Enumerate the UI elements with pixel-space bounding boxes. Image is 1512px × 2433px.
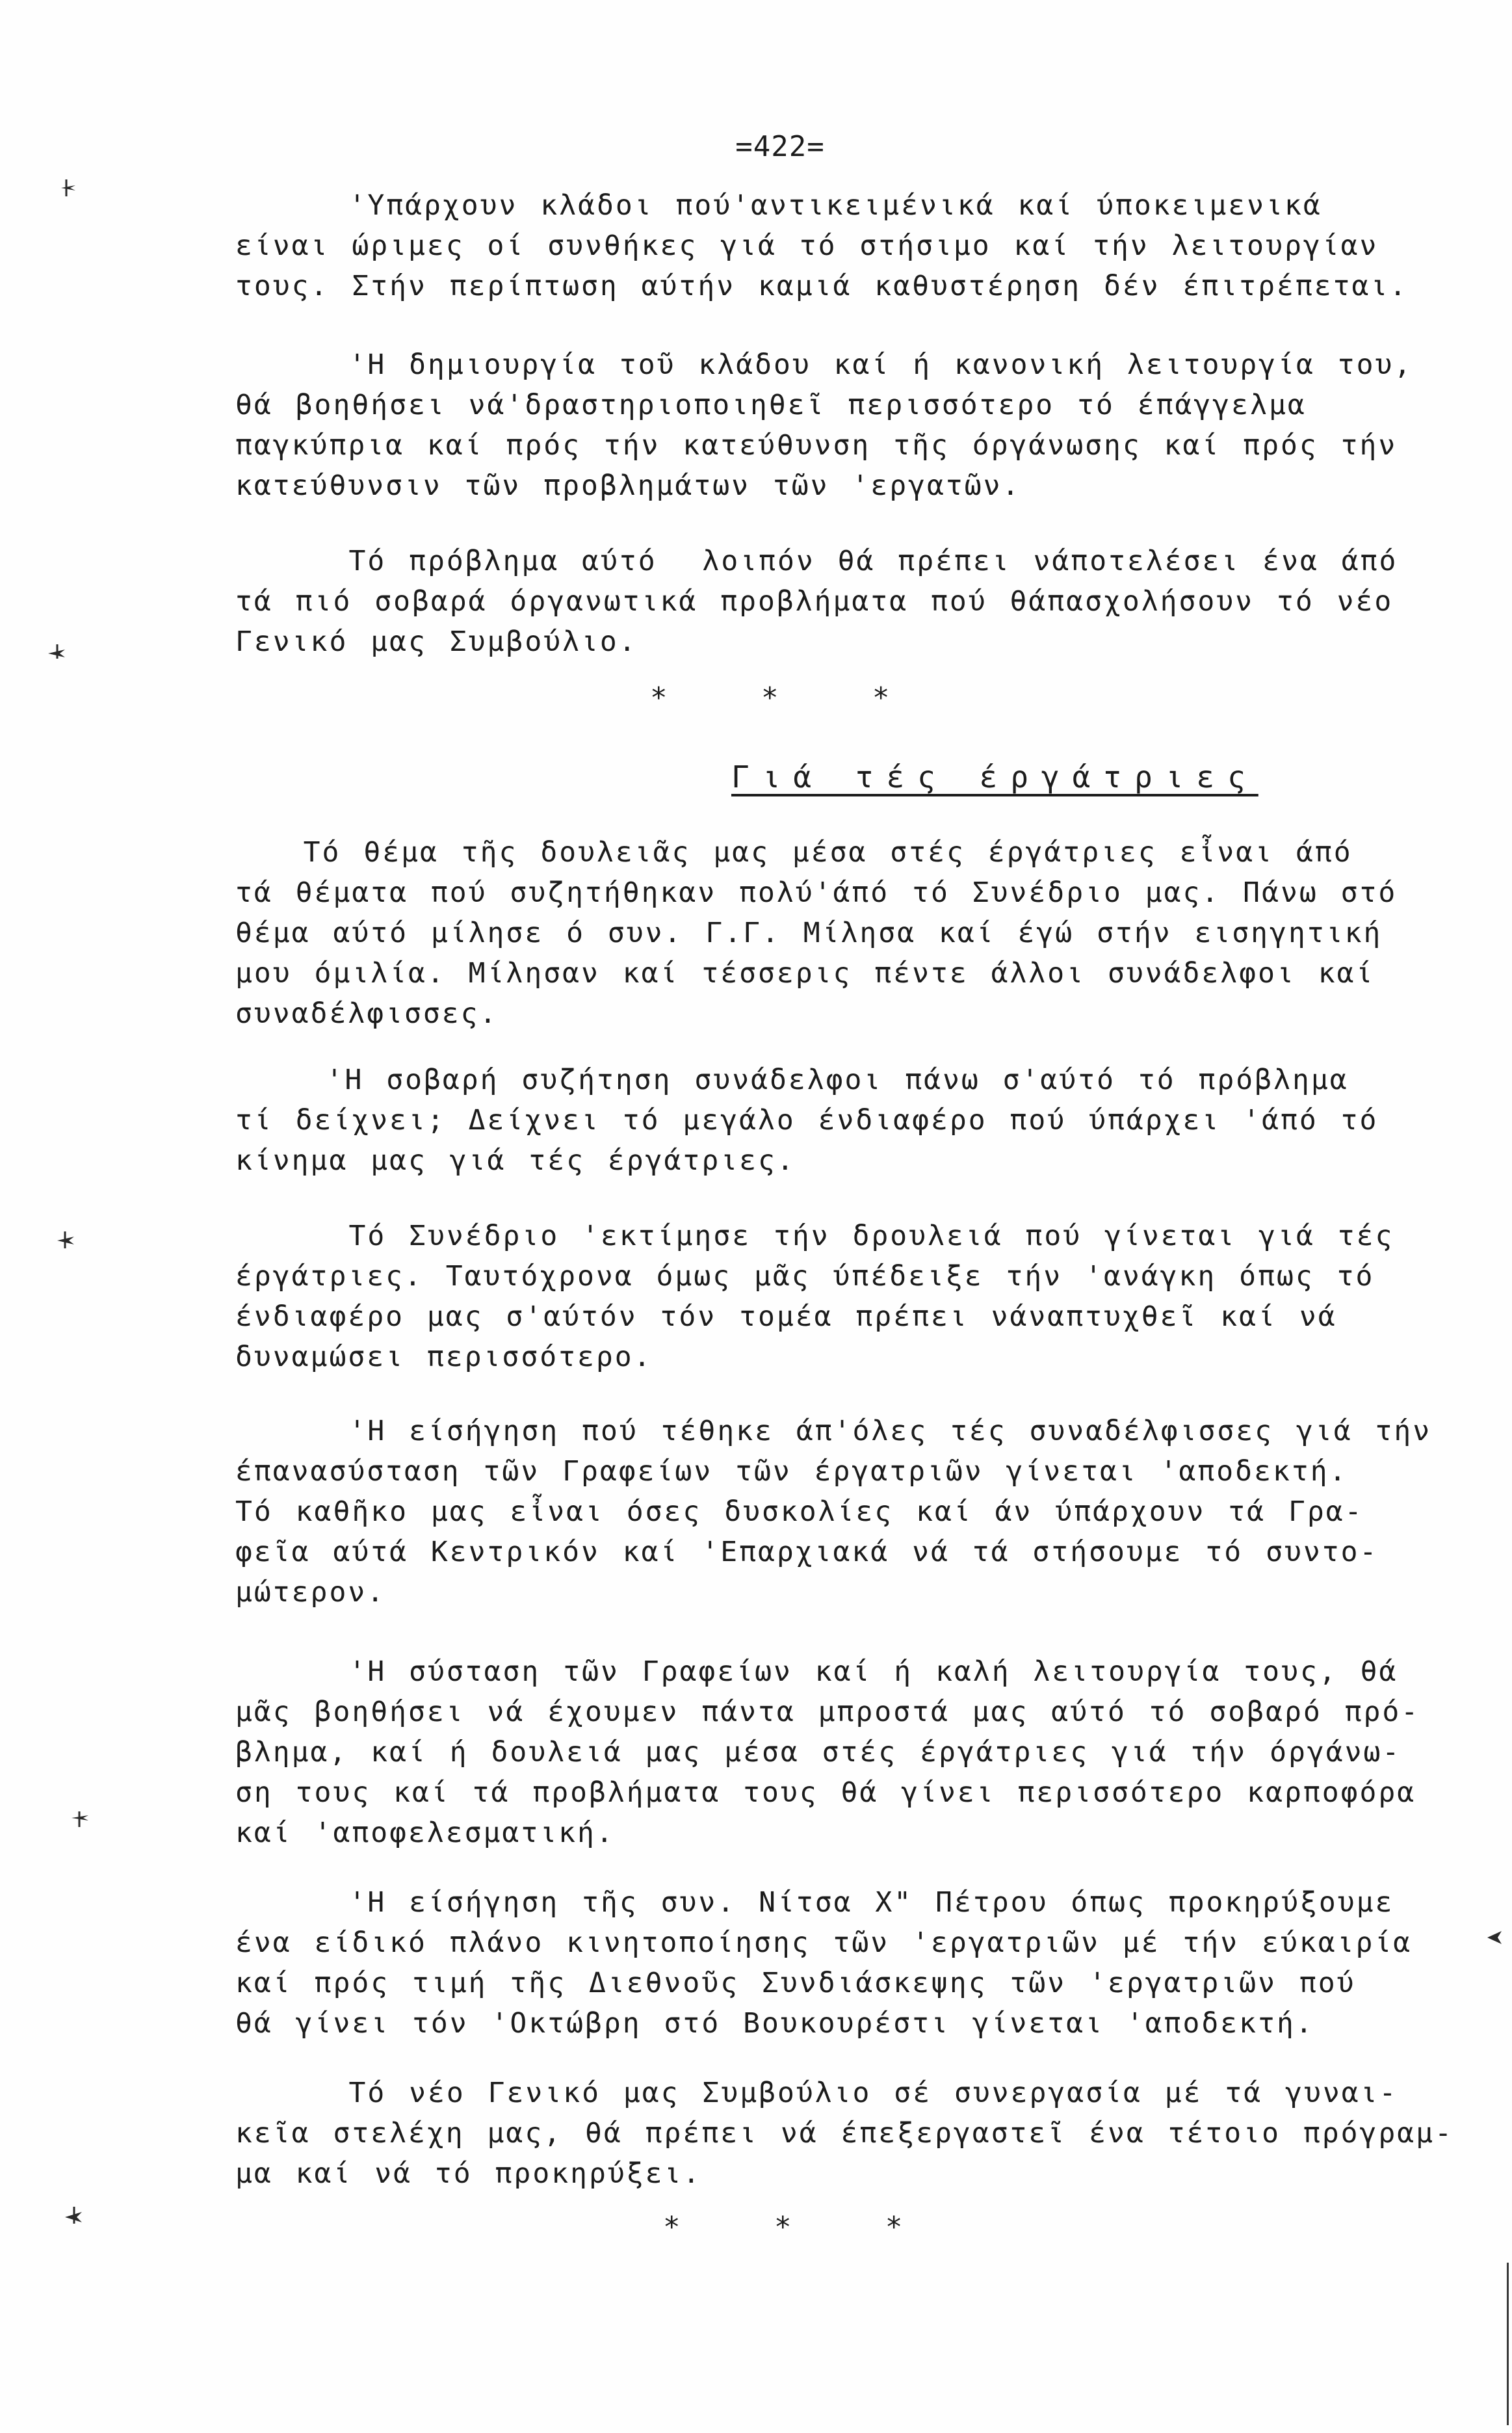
paragraph-5	[235, 1060, 1457, 1181]
paragraph-8	[235, 1651, 1457, 1853]
text-line: Τό Συνέδριο 'εκτίμησε τήν δρουλειά πού γίνεται γιά τές	[235, 1220, 1394, 1252]
binder-hole-mark-icon	[46, 640, 68, 663]
text-line: κίνημα μας γιά τές έργάτριες.	[235, 1144, 796, 1177]
binder-hole-mark-icon	[62, 2204, 85, 2226]
text-line: 'Η είσήγηση πού τέθηκε άπ'όλες τές συναδέλφισσες γιά τήν	[235, 1415, 1432, 1447]
text-line: Τό πρόβλημα αύτό λοιπόν θά πρέπει νάποτελέσει ένα άπό	[235, 545, 1398, 577]
text-line: 'Η δημιουργία τοῦ κλάδου καί ή κανονική λειτουργία του,	[235, 349, 1413, 381]
edge-mark-icon	[1485, 1925, 1504, 1951]
text-line: μου όμιλία. Μίλησαν καί τέσσερις πέντε άλλοι συνάδελφοι καί	[235, 957, 1375, 990]
text-line: μα καί νά τό προκηρύξει.	[235, 2157, 702, 2190]
text-line: συναδέλφισσες.	[235, 997, 499, 1030]
section-separator: * * *	[650, 681, 891, 715]
page-number: =422=	[735, 130, 825, 163]
text-line: μᾶς βοηθήσει νά έχουμεν πάντα μπροστά μας αύτό τό σοβαρό πρό-	[235, 1696, 1420, 1728]
text-line: κεῖα στελέχη μας, θά πρέπει νά έπεξεργαστεῖ ένα τέτοιο πρόγραμ-	[235, 2117, 1453, 2150]
text-line: Τό θέμα τῆς δουλειᾶς μας μέσα στές έργάτριες εἶναι άπό	[235, 836, 1353, 869]
text-line: Τό νέο Γενικό μας Συμβούλιο σέ συνεργασία μέ τά γυναι-	[235, 2077, 1398, 2109]
text-line: φεῖα αύτά Κεντρικόν καί 'Επαρχιακά νά τά στήσουμε τό συντο-	[235, 1536, 1379, 1568]
text-line: καί πρός τιμή τῆς Διεθνοῦς Συνδιάσκεψης τῶν 'εργατριῶν πού	[235, 1967, 1356, 1999]
paragraph-3	[235, 541, 1457, 662]
paragraph-7	[235, 1411, 1457, 1612]
text-line: ένα είδικό πλάνο κινητοποίησης τῶν 'εργατριῶν μέ τήν εύκαιρία	[235, 1927, 1413, 1959]
paragraph-10	[235, 2073, 1457, 2194]
text-line: 'Η σοβαρή συζήτηση συνάδελφοι πάνω σ'αύτό τό πρόβλημα	[235, 1064, 1349, 1096]
binder-hole-mark-icon	[57, 177, 79, 199]
text-line: 'Η είσήγηση τῆς συν. Νίτσα Χ" Πέτρου όπως προκηρύξουμε	[235, 1886, 1394, 1919]
text-line: θά γίνει τόν 'Οκτώβρη στό Βουκουρέστι γίνεται 'αποδεκτή.	[235, 2007, 1314, 2040]
text-line: 'Υπάρχουν κλάδοι πού'αντικειμένικά καί ύποκειμενικά	[235, 189, 1322, 222]
text-line: μώτερον.	[235, 1576, 386, 1609]
section-heading: Γιά τές έργάτριες	[731, 759, 1258, 795]
page-edge-line	[1507, 2263, 1509, 2425]
text-line: έργάτριες. Ταυτόχρονα όμως μᾶς ύπέδειξε τήν 'ανάγκη όπως τό	[235, 1260, 1375, 1293]
text-line: τά πιό σοβαρά όργανωτικά προβλήματα πού θάπασχολήσουν τό νέο	[235, 585, 1394, 618]
text-line: κατεύθυνσιν τῶν προβλημάτων τῶν 'εργατῶν.	[235, 469, 1021, 502]
text-line: τά θέματα πού συζητήθηκαν πολύ'άπό τό Συνέδριο μας. Πάνω στό	[235, 876, 1398, 909]
text-line: είναι ώριμες οί συνθήκες γιά τό στήσιμο καί τήν λειτουργίαν	[235, 230, 1379, 262]
paragraph-9	[235, 1882, 1457, 2044]
text-line: καί 'αποφελεσματική.	[235, 1817, 615, 1849]
paragraph-2	[235, 345, 1457, 506]
binder-hole-mark-icon	[69, 1808, 91, 1830]
paragraph-4	[235, 832, 1457, 1034]
text-line: παγκύπρια καί πρός τήν κατεύθυνση τῆς όργάνωσης καί πρός τήν	[235, 429, 1398, 462]
binder-hole-mark-icon	[55, 1229, 77, 1251]
text-line: 'Η σύσταση τῶν Γραφείων καί ή καλή λειτουργία τους, θά	[235, 1655, 1398, 1688]
text-line: τους. Στήν περίπτωση αύτήν καμιά καθυστέρηση δέν έπιτρέπεται.	[235, 270, 1409, 302]
text-line: βλημα, καί ή δουλειά μας μέσα στές έργάτριες γιά τήν όργάνω-	[235, 1736, 1401, 1769]
text-line: δυναμώσει περισσότερο.	[235, 1341, 653, 1373]
text-line: Τό καθῆκο μας εἶναι όσες δυσκολίες καί άν ύπάρχουν τά Γρα-	[235, 1495, 1364, 1528]
text-line: έπανασύσταση τῶν Γραφείων τῶν έργατριῶν γίνεται 'αποδεκτή.	[235, 1455, 1348, 1488]
text-line: τί δείχνει; Δείχνει τό μεγάλο ένδιαφέρο πού ύπάρχει 'άπό τό	[235, 1104, 1379, 1137]
section-separator: * * *	[663, 2211, 904, 2244]
text-line: ένδιαφέρο μας σ'αύτόν τόν τομέα πρέπει νάναπτυχθεῖ καί νά	[235, 1300, 1337, 1333]
paragraph-6	[235, 1216, 1457, 1377]
paragraph-1	[235, 185, 1457, 306]
text-line: θά βοηθήσει νά'δραστηριοποιηθεῖ περισσότερο τό έπάγγελμα	[235, 389, 1307, 421]
text-line: Γενικό μας Συμβούλιο.	[235, 625, 638, 658]
text-line: θέμα αύτό μίλησε ό συν. Γ.Γ. Μίλησα καί έγώ στήν εισηγητική	[235, 917, 1383, 949]
text-line: ση τους καί τά προβλήματα τους θά γίνει περισσότερο καρποφόρα	[235, 1776, 1416, 1809]
